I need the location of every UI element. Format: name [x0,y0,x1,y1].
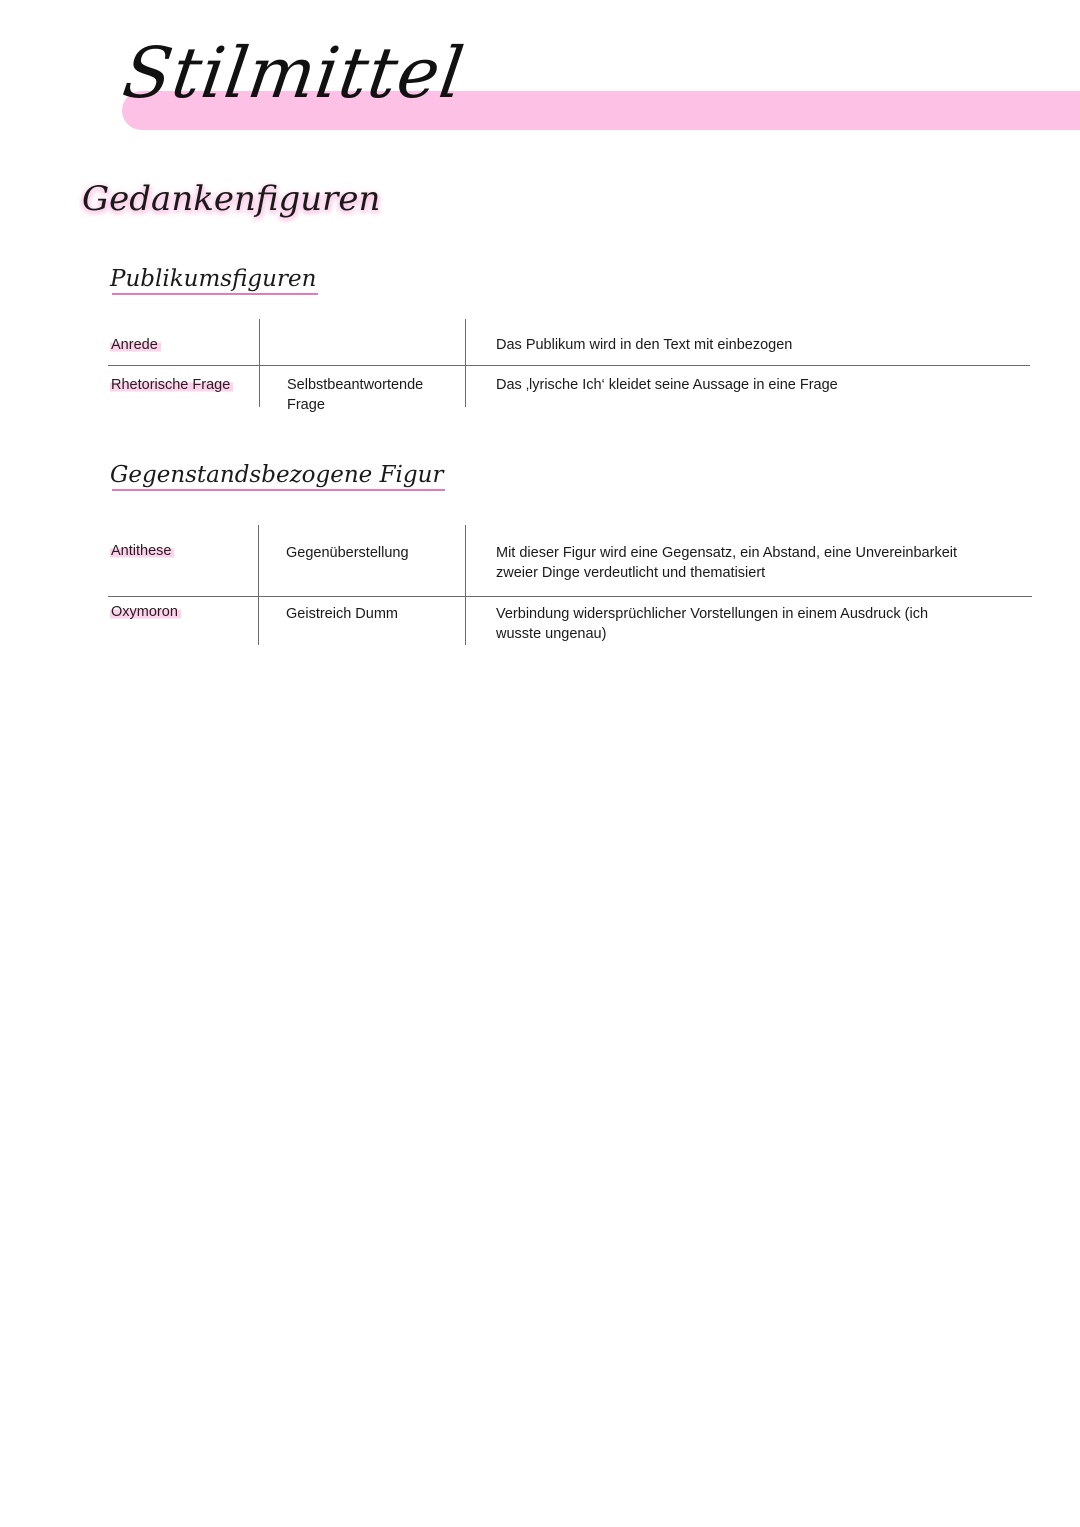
term-label: Anrede [110,337,161,353]
example-cell: Selbstbeantwortende Frage [287,377,424,413]
definition-cell: Mit dieser Figur wird eine Gegensatz, ein Abstand, eine Unvereinbarkeit zweier Dinge verdeutlicht und thematisiert [496,545,958,581]
group-heading-text: Gegenstandsbezogene Figur [110,462,444,488]
column-divider [259,319,260,407]
column-divider [465,319,466,407]
example-cell: Geistreich Dumm [286,606,398,622]
definition-cell: Das Publikum wird in den Text mit einbezogen [496,337,793,353]
definition-cell: Verbindung widersprüchlicher Vorstellungen in einem Ausdruck (ich wusste ungenau) [496,606,929,642]
column-divider [258,525,259,645]
group-heading-text: Publikumsfiguren [110,266,317,292]
term-label: Antithese [110,543,174,559]
row-divider [108,596,1032,597]
section-title: Gedankenfiguren [82,179,381,219]
term-label: Rhetorische Frage [110,377,233,393]
row-divider [108,365,1030,366]
definition-cell: Das ‚lyrische Ich‘ kleidet seine Aussage in eine Frage [496,377,838,393]
column-divider [465,525,466,645]
heading-underline [112,489,445,491]
page-title: Stilmittel [118,32,470,114]
heading-underline [112,293,318,295]
example-cell: Gegenüberstellung [286,545,409,561]
group-heading-gegenstandsbezogene-figur [110,464,443,487]
term-label: Oxymoron [110,604,181,620]
group-heading-publikumsfiguren [110,268,316,291]
